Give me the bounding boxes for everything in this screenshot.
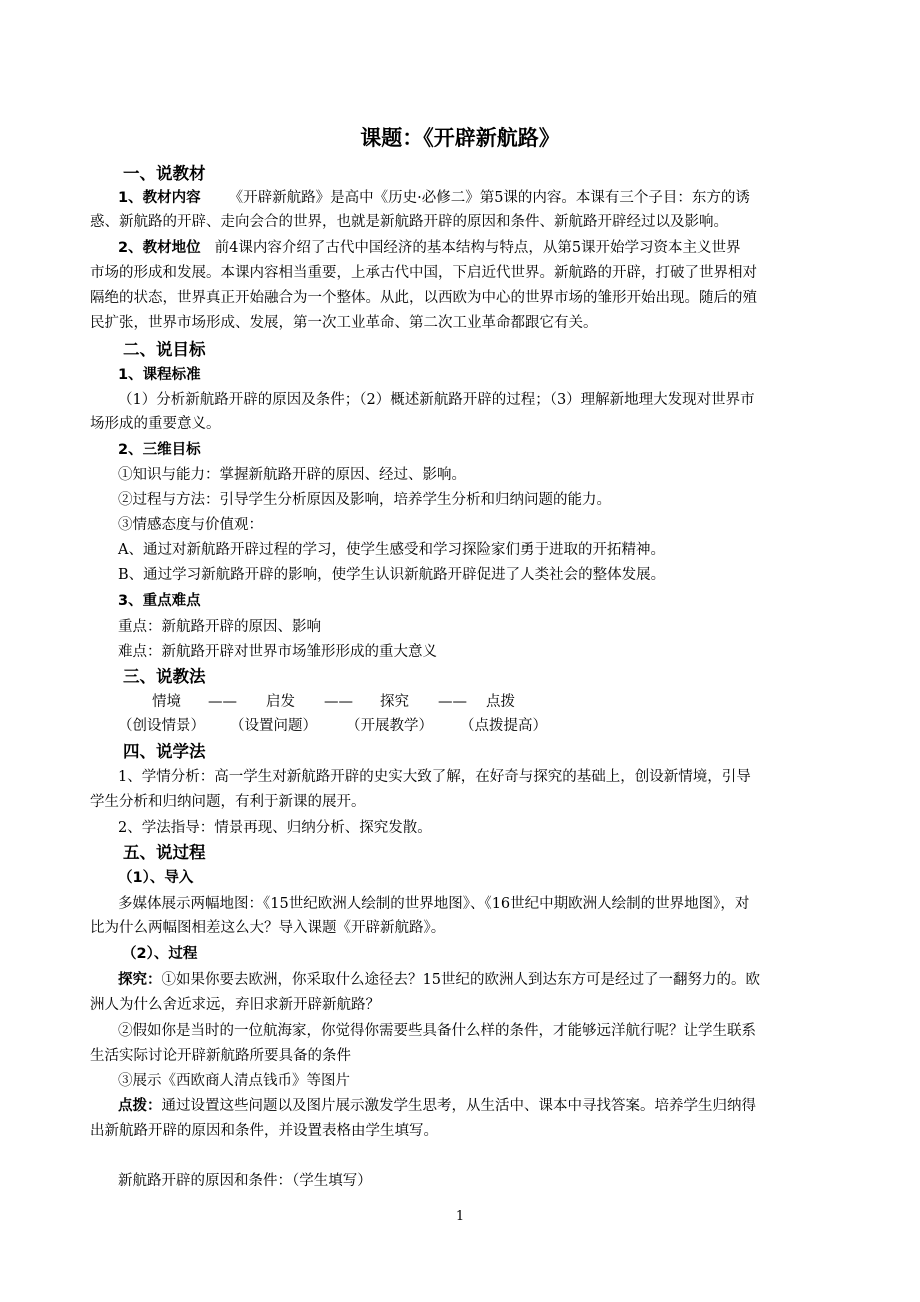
paragraph-line: 市场的形成和发展。本课内容相当重要，上承古代中国，下启近代世界。新航路的开辟，打破了世界相对	[90, 265, 757, 281]
paragraph-line: ①知识与能力：掌握新航路开辟的原因、经过、影响。	[118, 467, 466, 483]
paragraph-line	[118, 188, 750, 208]
paragraph-line: 惑、新航路的开辟、走向会合的世界，也就是新航路开辟的原因和条件、新航路开辟经过以及影响。	[90, 214, 728, 230]
method-note: （开展教学）	[346, 718, 433, 734]
section-heading-process: 五、说过程	[123, 843, 206, 862]
paragraph-line: 民扩张，世界市场形成、发展，第一次工业革命、第二次工业革命都跟它有关。	[90, 315, 598, 331]
text: 前4课内容介绍了古代中国经济的基本结构与特点，从第5课开始学习资本主义世界	[214, 240, 741, 256]
paragraph-line: A、通过对新航路开辟过程的学习，使学生感受和学习探险家们勇于进取的开拓精神。	[118, 542, 665, 558]
subheading: 3、重点难点	[118, 593, 201, 609]
paragraph-line: （1）分析新航路开辟的原因及条件；（2）概述新航路开辟的过程；（3）理解新地理大发现对世界市	[118, 392, 755, 408]
paragraph-line	[118, 1096, 756, 1116]
label-explore: 探究：	[118, 972, 162, 988]
method-note: （点拨提高）	[460, 718, 547, 734]
paragraph-line: 隔绝的状态，世界真正开始融合为一个整体。从此，以西欧为中心的世界市场的雏形开始出现。随后的殖	[90, 290, 757, 306]
subheading: （2）、过程	[122, 946, 198, 962]
page-title: 课题：《开辟新航路》	[360, 126, 560, 150]
paragraph-line: 新航路开辟的原因和条件：（学生填写）	[118, 1173, 372, 1189]
method-step: 启发	[266, 694, 295, 710]
paragraph-line: B、通过学习新航路开辟的影响，使学生认识新航路开辟促进了人类社会的整体发展。	[118, 567, 666, 583]
paragraph-line: 难点：新航路开辟对世界市场雏形形成的重大意义	[118, 644, 437, 660]
subheading: 2、三维目标	[118, 442, 201, 458]
paragraph-line: 1、学情分析：高一学生对新航路开辟的史实大致了解，在好奇与探究的基础上，创设新情境，引导	[118, 769, 751, 785]
paragraph-line: 2、学法指导：情景再现、归纳分析、探究发散。	[118, 820, 432, 836]
subheading: 1、课程标准	[118, 367, 201, 383]
method-note: （设置问题）	[230, 718, 317, 734]
paragraph-line: ③展示《西欧商人清点钱币》等图片	[118, 1073, 350, 1089]
paragraph-line: 洲人为什么舍近求远，弃旧求新开辟新航路？	[90, 997, 380, 1013]
paragraph-line: ③情感态度与价值观：	[118, 517, 263, 533]
method-dash: ——	[438, 694, 467, 710]
section-heading-methods: 三、说教法	[123, 667, 206, 686]
text: 通过设置这些问题以及图片展示激发学生思考，从生活中、课本中寻找答案。培养学生归纳得	[161, 1098, 756, 1114]
paragraph-line: 生活实际讨论开辟新航路所要具备的条件	[90, 1048, 351, 1064]
paragraph-line	[118, 970, 760, 990]
text: 《开辟新航路》是高中《历史·必修二》第5课的内容。本课有三个子目：东方的诱	[228, 190, 750, 206]
text: ①如果你要去欧洲，你采取什么途径去？15世纪的欧洲人到达东方可是经过了一翻努力的。欧	[161, 972, 760, 988]
method-note: （创设情景）	[118, 718, 205, 734]
section-heading-textbook: 一、说教材	[123, 164, 206, 183]
paragraph-line: 学生分析和归纳问题，有利于新课的展开。	[90, 794, 366, 810]
paragraph-line: ②过程与方法：引导学生分析原因及影响，培养学生分析和归纳问题的能力。	[118, 492, 611, 508]
paragraph-line: 出新航路开辟的原因和条件，并设置表格由学生填写。	[90, 1123, 438, 1139]
label-position: 2、教材地位	[118, 240, 201, 256]
label-content: 1、教材内容	[118, 190, 201, 206]
paragraph-line: ②假如你是当时的一位航海家，你觉得你需要些具备什么样的条件，才能够远洋航行呢？让学生联系	[118, 1023, 756, 1039]
section-heading-goals: 二、说目标	[123, 340, 206, 359]
paragraph-line: 重点：新航路开辟的原因、影响	[118, 619, 321, 635]
method-dash: ——	[208, 694, 237, 710]
method-dash: ——	[324, 694, 353, 710]
subheading: （1）、导入	[118, 870, 194, 886]
method-step: 探究	[380, 694, 409, 710]
page-number: 1	[455, 1209, 465, 1224]
paragraph-line: 比为什么两幅图相差这么大？导入课题《开辟新航路》。	[90, 920, 446, 936]
method-step: 情境	[152, 694, 181, 710]
paragraph-line	[118, 238, 741, 258]
label-guide: 点拨：	[118, 1098, 162, 1114]
section-heading-learning: 四、说学法	[123, 742, 206, 761]
method-step: 点拨	[486, 694, 515, 710]
paragraph-line: 场形成的重要意义。	[90, 416, 221, 432]
paragraph-line: 多媒体展示两幅地图：《15世纪欧洲人绘制的世界地图》、《16世纪中期欧洲人绘制的世界地图》，对	[118, 896, 750, 912]
